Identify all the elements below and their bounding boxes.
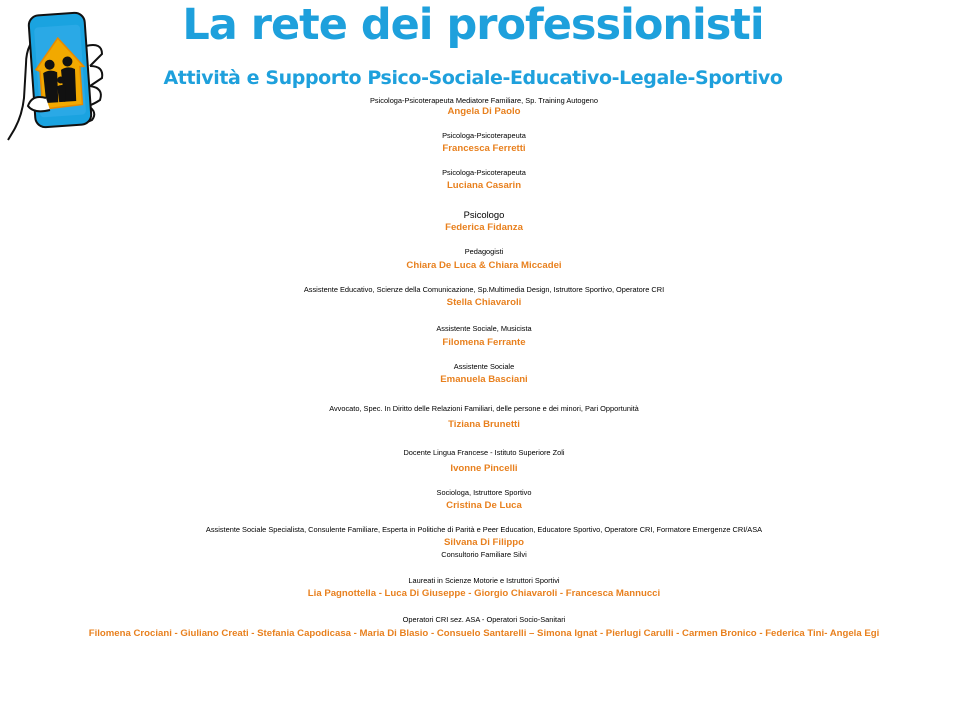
page-title: La rete dei professionisti	[182, 0, 764, 50]
affiliation-note: Consultorio Familiare Silvi	[441, 550, 527, 559]
person-name: Angela Di Paolo	[447, 106, 521, 117]
role-label: Assistente Sociale	[453, 362, 515, 371]
page-subtitle: Attività e Supporto Psico-Sociale-Educativo-Legale-Sportivo	[163, 67, 783, 89]
role-label: Docente Lingua Francese - Istituto Superiore Zoli	[403, 448, 565, 457]
person-name: Francesca Ferretti	[442, 143, 526, 154]
person-name: Lia Pagnottella - Luca Di Giuseppe - Giorgio Chiavaroli - Francesca Mannucci	[307, 588, 661, 599]
person-name: Cristina De Luca	[446, 500, 522, 511]
person-name: Chiara De Luca & Chiara Miccadei	[406, 260, 562, 271]
role-label: Psicologa-Psicoterapeuta	[442, 168, 526, 177]
role-label: Pedagogisti	[464, 247, 504, 256]
person-name: Tiziana Brunetti	[448, 419, 520, 430]
role-label: Psicologo	[463, 209, 505, 220]
person-name: Filomena Ferrante	[442, 337, 526, 348]
role-label: Psicologa-Psicoterapeuta Mediatore Familiare, Sp. Training Autogeno	[369, 96, 598, 105]
role-label: Operatori CRI sez. ASA - Operatori Socio-Sanitari	[402, 615, 566, 624]
role-label: Assistente Sociale Specialista, Consulente Familiare, Esperta in Politiche di Parità e Peer Education, Educatore Sportivo, Operatore CRI, Formatore Emergenze CRI/ASA	[205, 525, 763, 534]
role-label: Sociologa, Istruttore Sportivo	[436, 488, 532, 497]
role-label: Avvocato, Spec. In Diritto delle Relazioni Familiari, delle persone e dei minori, Pari Opportunità	[329, 404, 639, 413]
role-label: Assistente Educativo, Scienze della Comunicazione, Sp.Multimedia Design, Istruttore Sportivo, Operatore CRI	[303, 285, 665, 294]
person-name: Stella Chiavaroli	[446, 297, 522, 308]
role-label: Psicologa-Psicoterapeuta	[442, 131, 526, 140]
person-name: Emanuela Basciani	[440, 374, 528, 385]
person-name: Ivonne Pincelli	[450, 463, 518, 474]
role-label: Assistente Sociale, Musicista	[436, 324, 532, 333]
person-name: Silvana Di Filippo	[444, 537, 524, 548]
person-name: Filomena Crociani - Giuliano Creati - Stefania Capodicasa - Maria Di Blasio - Consuelo Santarelli – Simona Ignat - Pierlugi Carulli - Carmen Bronico - Federica Tini- Angela Egi	[88, 628, 880, 639]
person-name: Federica Fidanza	[445, 222, 523, 233]
person-name: Luciana Casarin	[446, 180, 522, 191]
role-label: Laureati in Scienze Motorie e Istruttori Sportivi	[408, 576, 560, 585]
